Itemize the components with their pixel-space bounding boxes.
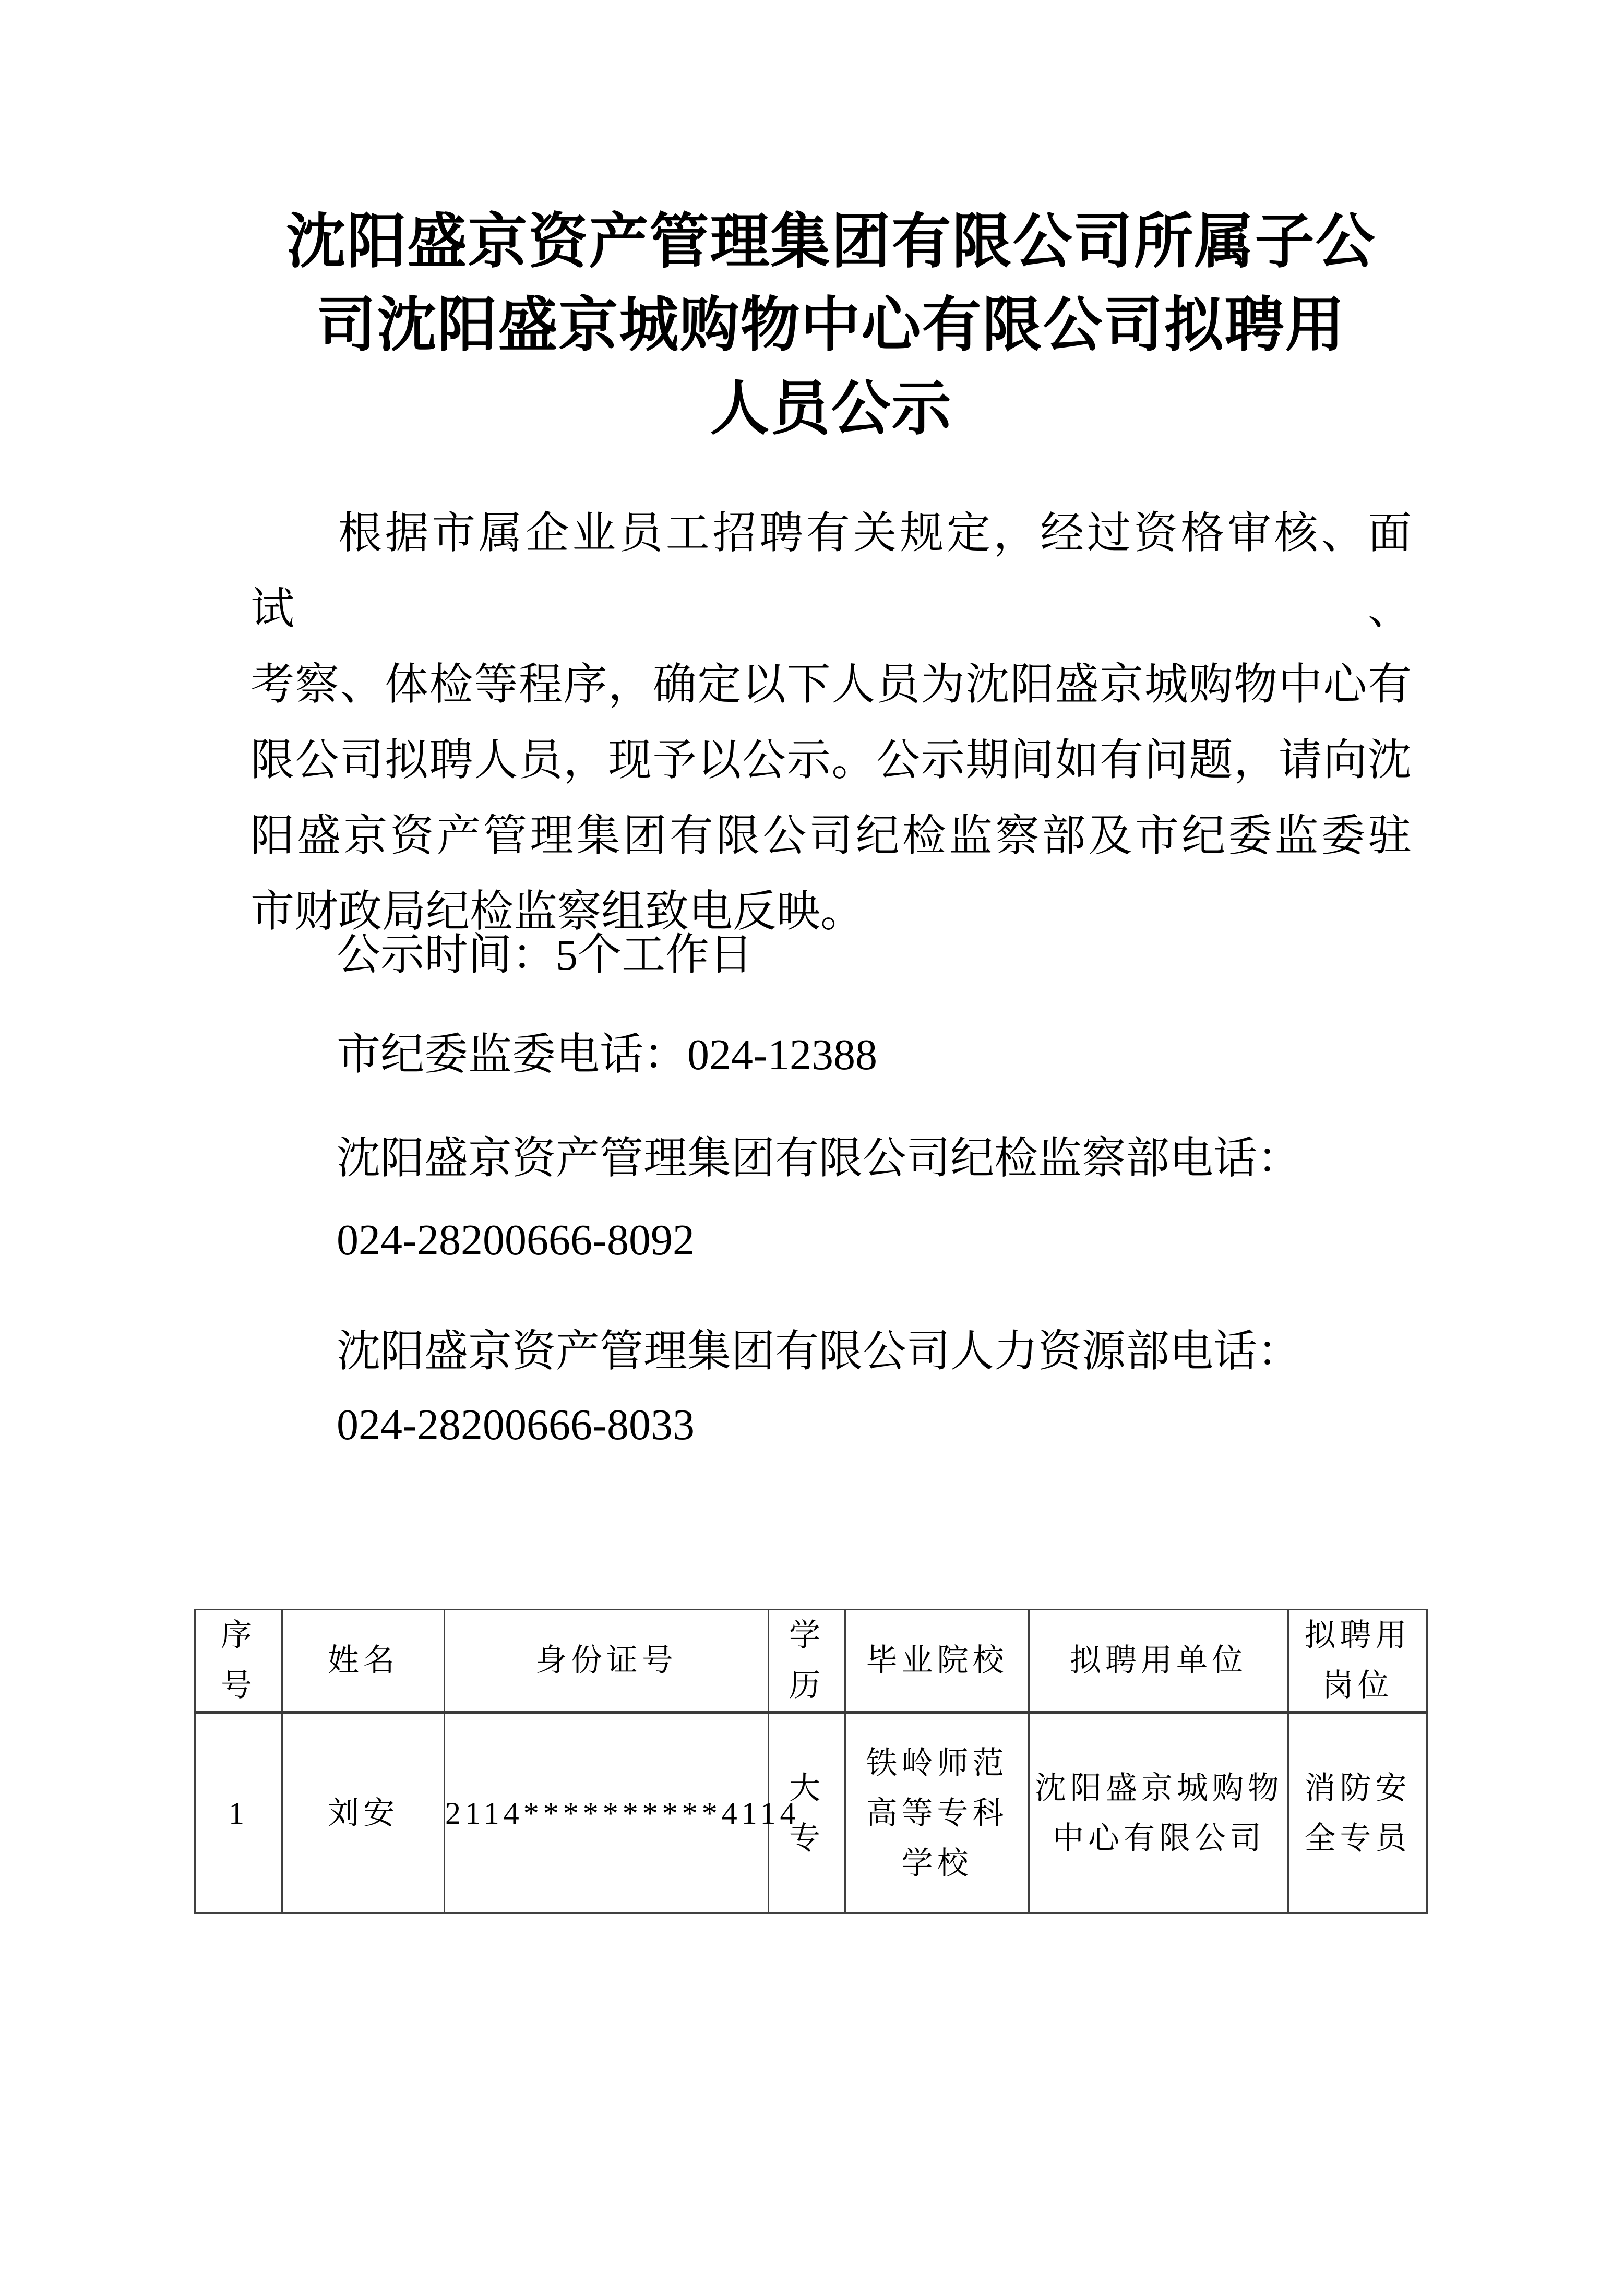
body-line-2: 考察、体检等程序，确定以下人员为沈阳盛京城购物中心有 — [250, 661, 1412, 709]
hr-dept-number: 024-28200666-8033 — [337, 1401, 695, 1449]
cell-index: 1 — [195, 1713, 282, 1913]
cell-position: 消防安全专员 — [1288, 1713, 1427, 1913]
body-paragraph — [250, 496, 1412, 950]
header-position: 拟聘用岗位 — [1288, 1610, 1427, 1713]
header-id-number: 身份证号 — [445, 1610, 769, 1713]
header-index: 序号 — [195, 1610, 282, 1713]
cell-employer: 沈阳盛京城购物中心有限公司 — [1029, 1713, 1288, 1913]
header-education: 学历 — [769, 1610, 845, 1713]
header-name: 姓名 — [282, 1610, 445, 1713]
title-line-3: 人员公示 — [710, 376, 952, 442]
header-employer: 拟聘用单位 — [1029, 1610, 1288, 1713]
cell-id-number: 2114**********4114 — [445, 1713, 769, 1913]
hr-dept-line: 沈阳盛京资产管理集团有限公司人力资源部电话： — [337, 1328, 1301, 1376]
body-line-5: 市财政局纪检监察组致电反映。 — [250, 888, 865, 936]
publicity-period-line: 公示时间：5个工作日 — [337, 931, 754, 979]
hired-personnel-table — [194, 1609, 1428, 1914]
discipline-dept-line: 沈阳盛京资产管理集团有限公司纪检监察部电话： — [337, 1134, 1301, 1183]
title-line-2: 司沈阳盛京城购物中心有限公司拟聘用 — [316, 292, 1346, 358]
body-line-3: 限公司拟聘人员，现予以公示。公示期间如有问题，请向沈 — [250, 736, 1412, 785]
title-line-1: 沈阳盛京资产管理集团有限公司所属子公 — [286, 209, 1376, 275]
cell-school: 铁岭师范高等专科学校 — [845, 1713, 1029, 1913]
document-title — [250, 200, 1412, 451]
commission-phone-line: 市纪委监委电话：024-12388 — [337, 1031, 877, 1079]
body-line-1: 根据市属企业员工招聘有关规定，经过资格审核、面试、 — [250, 509, 1412, 633]
table-row — [195, 1713, 1427, 1913]
cell-education: 大专 — [769, 1713, 845, 1913]
discipline-dept-number: 024-28200666-8092 — [337, 1216, 695, 1264]
table-header-row — [195, 1610, 1427, 1713]
body-line-4: 阳盛京资产管理集团有限公司纪检监察部及市纪委监委驻 — [250, 812, 1412, 860]
header-school: 毕业院校 — [845, 1610, 1029, 1713]
cell-name: 刘安 — [282, 1713, 445, 1913]
